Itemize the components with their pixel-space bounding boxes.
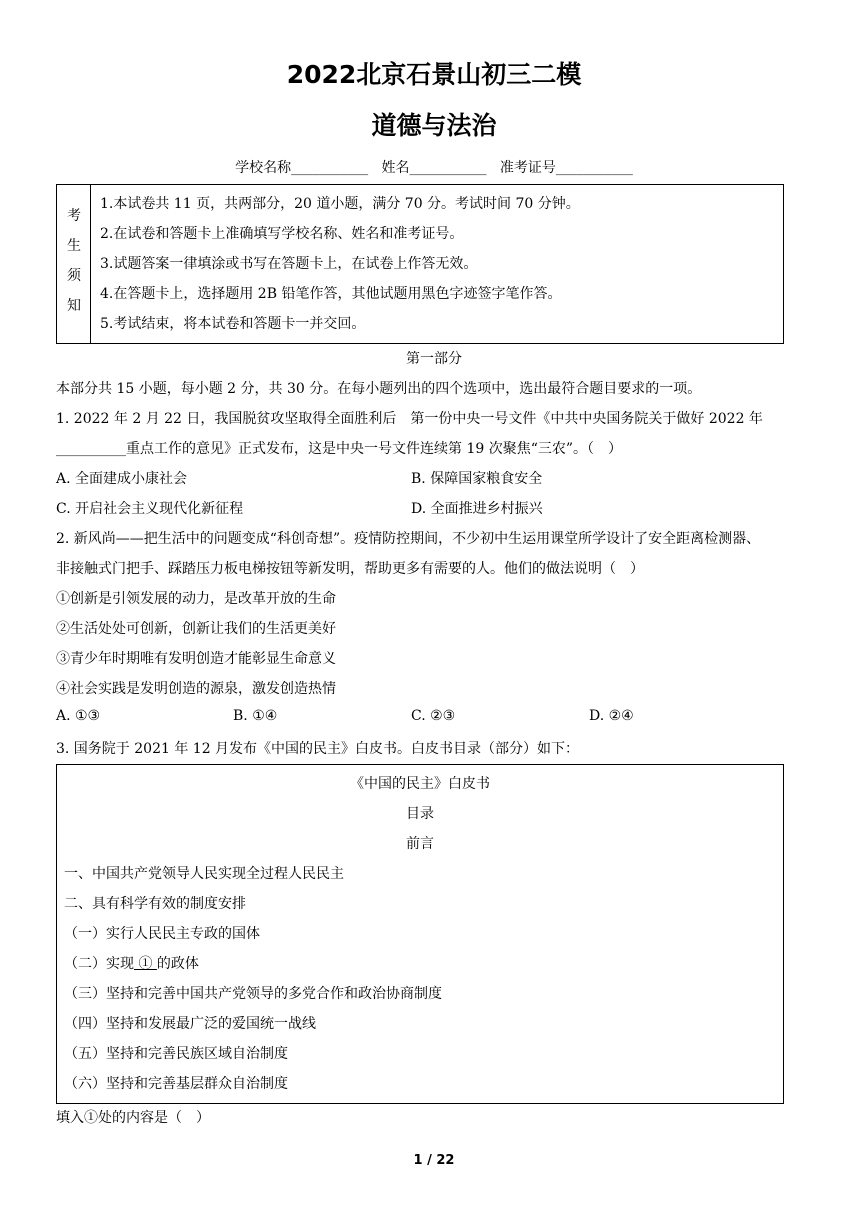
toc-preface: 前言 <box>406 836 434 852</box>
toc-item: （一）实行人民民主专政的国体 <box>64 926 260 942</box>
toc-item: （五）坚持和完善民族区域自治制度 <box>64 1046 288 1062</box>
q1-option-c: C. 开启社会主义现代化新征程 <box>56 501 244 517</box>
q1-blank: __________ <box>56 441 126 457</box>
blank-mark: ① <box>134 956 157 972</box>
q2-option-d: D. ②④ <box>589 708 634 724</box>
name-field: 姓名___________ <box>381 160 487 176</box>
notice-line: 2.在试卷和答题卡上准确填写学校名称、姓名和准考证号。 <box>100 226 464 242</box>
notice-line: 1.本试卷共 11 页，共两部分，20 道小题，满分 70 分。考试时间 70 分钟。 <box>100 196 580 212</box>
q1-stem-line1: 1. 2022 年 2 月 22 日，我国脱贫攻坚取得全面胜利后 第一份中央一号文件《中共中央国务院关于做好 2022 年 <box>56 411 763 427</box>
q2-stem-line1: 2. 新风尚——把生活中的问题变成“科创奇想”。疫情防控期间，不少初中生运用课堂所学设计了安全距离检测器、 <box>56 531 761 547</box>
toc-title: 《中国的民主》白皮书 <box>350 776 490 792</box>
q1-option-d: D. 全面推进乡村振兴 <box>411 501 543 517</box>
q2-statement: ③青少年时期唯有发明创造才能彰显生命意义 <box>56 651 336 667</box>
toc-item: 二、具有科学有效的制度安排 <box>64 896 246 912</box>
toc-item: （六）坚持和完善基层群众自治制度 <box>64 1076 288 1092</box>
part-heading: 第一部分 <box>406 351 462 367</box>
q2-statement: ④社会实践是发明创造的源泉，激发创造热情 <box>56 681 336 697</box>
q3-stem: 3. 国务院于 2021 年 12 月发布《中国的民主》白皮书。白皮书目录（部分）如下： <box>56 741 580 757</box>
q2-option-b: B. ①④ <box>233 708 278 724</box>
notice-label-char: 考 <box>67 208 81 224</box>
toc-item: （三）坚持和完善中国共产党领导的多党合作和政治协商制度 <box>64 986 442 1002</box>
exam-title: 2022北京石景山初三二模 <box>286 60 582 89</box>
toc-item: 一、中国共产党领导人民实现全过程人民民主 <box>64 866 344 882</box>
q1-option-b: B. 保障国家粮食安全 <box>411 471 543 487</box>
notice-line: 3.试题答案一律填涂或书写在答题卡上，在试卷上作答无效。 <box>100 256 478 272</box>
notice-line: 5.考试结束，将本试卷和答题卡一并交回。 <box>100 316 366 332</box>
candidate-fields <box>0 157 868 177</box>
q1-stem-line2: __________重点工作的意见》正式发布，这是中央一号文件连续第 19 次聚焦“三农”。（ ） <box>56 441 623 457</box>
notice-box <box>56 184 784 344</box>
q2-option-c: C. ②③ <box>411 708 456 724</box>
q1-option-a: A. 全面建成小康社会 <box>56 471 188 487</box>
q2-option-a: A. ①③ <box>56 708 101 724</box>
part-instructions: 本部分共 15 小题，每小题 2 分，共 30 分。在每小题列出的四个选项中，选出最符合题目要求的一项。 <box>56 381 702 397</box>
q2-stem-line2: 非接触式门把手、踩踏压力板电梯按钮等新发明，帮助更多有需要的人。他们的做法说明（ ） <box>56 561 644 577</box>
subject-title: 道德与法治 <box>371 111 497 140</box>
school-field: 学校名称___________ <box>235 160 369 176</box>
q2-statement: ①创新是引领发展的动力，是改革开放的生命 <box>56 591 336 607</box>
toc-item: （四）坚持和发展最广泛的爱国统一战线 <box>64 1016 316 1032</box>
q3-prompt: 填入①处的内容是（ ） <box>56 1110 210 1126</box>
notice-line: 4.在答题卡上，选择题用 2B 铅笔作答，其他试题用黑色字迹签字笔作答。 <box>100 286 562 302</box>
notice-label-char: 知 <box>67 298 81 314</box>
toc-heading: 目录 <box>406 806 434 822</box>
notice-label <box>57 185 91 343</box>
whitepaper-toc-box <box>56 764 784 1104</box>
page-number: 1 / 22 <box>413 1153 455 1168</box>
notice-label-char: 生 <box>67 238 81 254</box>
exam-id-field: 准考证号___________ <box>499 160 633 176</box>
q2-statement: ②生活处处可创新，创新让我们的生活更美好 <box>56 621 336 637</box>
toc-item-blank: （二）实现 ① 的政体 <box>64 956 199 972</box>
notice-label-char: 须 <box>67 268 81 284</box>
